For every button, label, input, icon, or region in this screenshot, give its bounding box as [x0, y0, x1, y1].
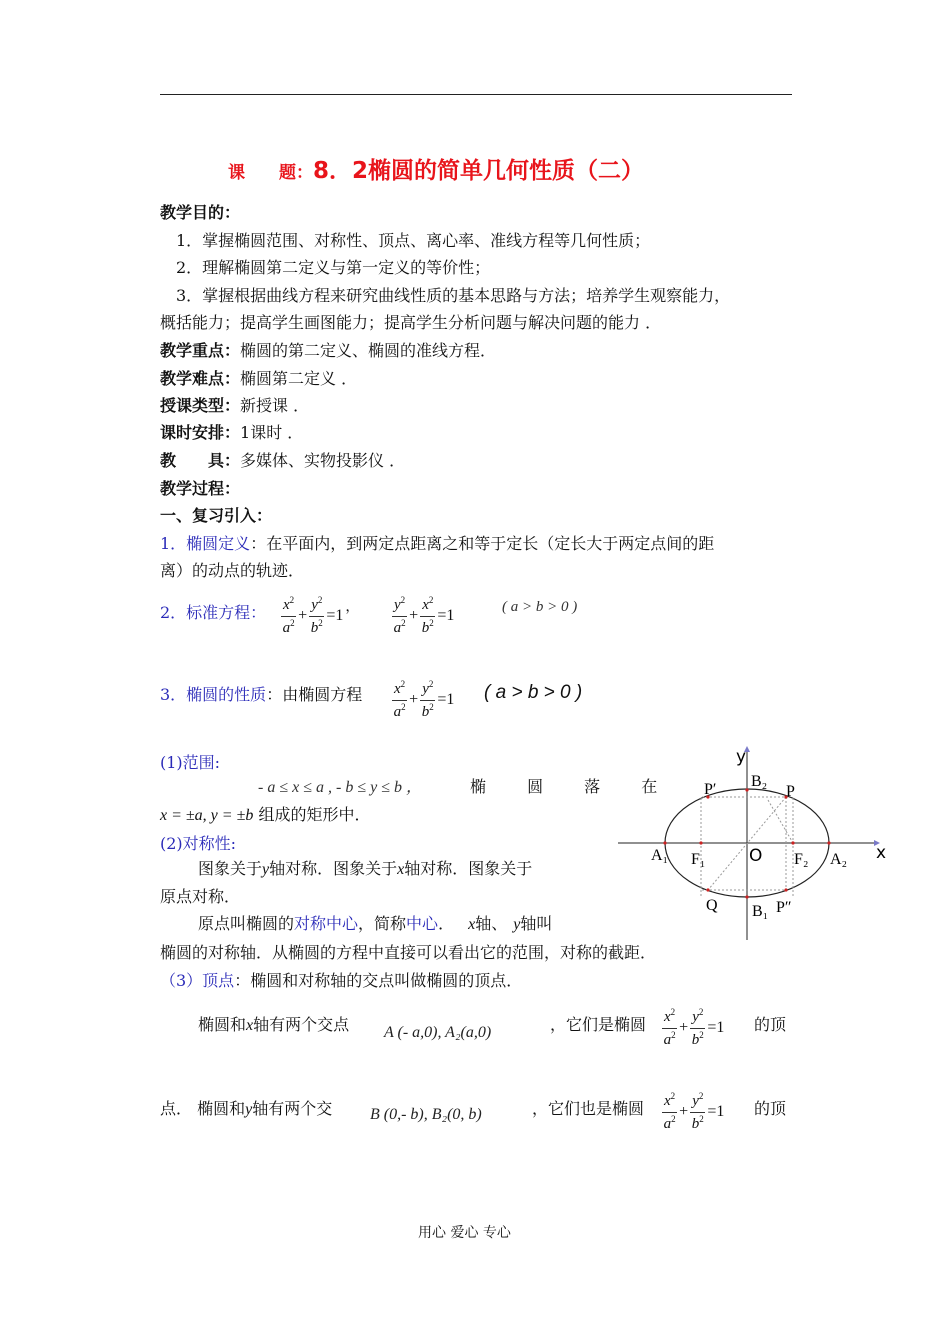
var-y: y: [245, 1101, 253, 1118]
hours-value: 1课时 ．: [240, 423, 304, 442]
header-rule: [160, 94, 792, 95]
fraction: $\frac{y^2}{b^2}$: [691, 1007, 704, 1048]
x-axis-label: x: [876, 843, 887, 863]
standard-eq-label: 2．标准方程：: [160, 603, 267, 622]
standard-equation-1: $\frac{x^2}{a^2}$ + $\frac{y^2}{b^2}$ =1，: [282, 595, 360, 636]
var-y: y: [513, 916, 521, 933]
fraction: $\frac{y^2}{a^2}$: [393, 595, 406, 636]
range-falls-text: 椭 圆 落 在: [470, 777, 676, 796]
title-label: 课 题：: [228, 163, 313, 183]
symmetry-line-4: 椭圆的对称轴．从椭圆的方程中直接可以看出它的范围，对称的截距．: [160, 943, 657, 962]
footer-text: 用心 爱心 专心: [418, 1225, 511, 1241]
text: 轴对称．图象关于: [404, 859, 533, 878]
text: 轴、: [475, 914, 508, 933]
objective-item: 3．掌握根据曲线方程来研究曲线性质的基本思路与方法；培养学生观察能力，: [176, 286, 731, 305]
process-label: 教学过程：: [160, 479, 241, 498]
difficulty-value: 椭圆第二定义 ．: [240, 369, 358, 388]
key-label: 教学重点：: [160, 341, 241, 360]
range-label: (1)范围:: [160, 753, 221, 772]
text: 椭圆和: [198, 1015, 247, 1034]
var-x: x: [246, 1017, 254, 1034]
text: 轴有两个交点: [253, 1015, 350, 1034]
point-q: [706, 888, 709, 891]
range-rectangle: [160, 802, 370, 825]
text: 的顶: [754, 1099, 787, 1118]
difficulty-label: 教学难点：: [160, 369, 241, 388]
text: ，它们是椭圆: [550, 1015, 647, 1034]
point-a2: [827, 841, 830, 844]
definition-line-2: 离）的动点的轨迹．: [160, 561, 305, 580]
condition-2: ( a > b > 0 ): [484, 682, 583, 703]
point-p-double-prime: [784, 888, 787, 891]
tools-value: 多媒体、实物投影仪 ．: [240, 451, 406, 470]
definition-line: [160, 531, 714, 554]
fraction: $\frac{y^2}{b^2}$: [310, 595, 323, 636]
objectives-heading: 教学目的：: [160, 203, 241, 222]
label-b1: B₁: [752, 903, 769, 920]
point-b1: [745, 895, 748, 898]
definition-label: 1．椭圆定义: [160, 534, 251, 553]
var-x: x: [468, 916, 476, 933]
symmetry-line-1: [198, 856, 532, 879]
lesson-hours: [160, 420, 303, 443]
condition-1: ( a > b > 0 ): [502, 599, 578, 615]
label-q: Q: [706, 897, 718, 914]
x-vertices: A (- a,0), A₂(a,0): [384, 1024, 492, 1041]
symmetry-line-3: [198, 911, 552, 934]
fraction: $\frac{x^2}{b^2}$: [421, 595, 434, 636]
text: 轴对称．图象关于: [269, 859, 398, 878]
review-heading: 一、复习引入：: [160, 506, 273, 525]
rectangle-text: 组成的矩形中．: [258, 805, 371, 824]
difficulty: [160, 366, 357, 389]
ellipse-equation: $\frac{x^2}{a^2}$ + $\frac{y^2}{b^2}$ =1: [393, 679, 455, 720]
key-points: [160, 338, 496, 361]
text: 轴有两个交: [252, 1099, 333, 1118]
label-b2: B₂: [751, 773, 768, 790]
definition-text: ：在平面内，到两定点距离之和等于定长（定长大于两定点间的距: [250, 534, 715, 553]
vertices-para-1: [198, 1012, 349, 1035]
text: 轴叫: [520, 914, 553, 933]
symmetry-label: (2)对称性:: [160, 834, 237, 853]
lesson-type: [160, 393, 309, 416]
ellipse-equation: $\frac{x^2}{a^2}$ + $\frac{y^2}{b^2}$ =1: [663, 1007, 725, 1048]
objective-item: 1．掌握椭圆范围、对称性、顶点、离心率、准线方程等几何性质；: [176, 231, 651, 250]
vertices-para-2: [160, 1096, 332, 1119]
vertices-heading: [160, 968, 522, 991]
type-value: 新授课 ．: [240, 396, 310, 415]
origin-label: O: [749, 846, 763, 866]
point-a1: [663, 841, 666, 844]
label-p-double-prime: P″: [776, 899, 792, 916]
text: 的顶: [754, 1015, 787, 1034]
guide-line: [768, 800, 793, 843]
text: ，它们也是椭圆: [532, 1099, 645, 1118]
standard-equation-2: $\frac{y^2}{a^2}$ + $\frac{x^2}{b^2}$ =1: [393, 595, 455, 636]
point-f1: [699, 841, 702, 844]
fraction: $\frac{x^2}{a^2}$: [282, 595, 295, 636]
vertices-text: ：椭圆和对称轴的交点叫做椭圆的顶点．: [234, 971, 523, 990]
range-inequality: - a ≤ x ≤ a , - b ≤ y ≤ b ，: [258, 779, 422, 796]
symmetry-line-2: 原点对称．: [160, 887, 241, 906]
fraction: $\frac{x^2}{a^2}$: [393, 679, 406, 720]
text: 原点叫椭圆的: [198, 914, 295, 933]
tools-label: 教 具：: [160, 451, 241, 470]
text: ，简称: [358, 914, 407, 933]
text: 点． 椭圆和: [160, 1099, 246, 1118]
var-y: y: [262, 861, 270, 878]
label-p: P: [786, 783, 795, 800]
ellipse-figure: [618, 740, 894, 940]
page-title: [228, 152, 644, 185]
properties-label: 3．椭圆的性质: [160, 685, 267, 704]
title-main: 8．2椭圆的简单几何性质（二）: [313, 158, 645, 184]
symmetry-center-term: 对称中心: [294, 914, 359, 933]
label-p-prime: P′: [704, 781, 717, 798]
fraction: $\frac{y^2}{b^2}$: [691, 1091, 704, 1132]
label-f2: F₂: [794, 851, 809, 868]
objective-item: 2．理解椭圆第二定义与第一定义的等价性；: [176, 258, 491, 277]
ellipse-equation: $\frac{x^2}{a^2}$ + $\frac{y^2}{b^2}$ =1: [663, 1091, 725, 1132]
properties-line: [160, 682, 362, 705]
text: ．: [438, 914, 455, 933]
y-axis-label: y: [736, 747, 747, 767]
type-label: 授课类型：: [160, 396, 241, 415]
center-term: 中心: [406, 914, 439, 933]
rectangle-eq: x = ±a, y = ±b: [160, 807, 254, 824]
fraction: $\frac{x^2}{a^2}$: [663, 1091, 676, 1132]
fraction: $\frac{y^2}{b^2}$: [421, 679, 434, 720]
properties-text: ：由椭圆方程: [266, 685, 363, 704]
y-vertices: B (0,- b), B₂(0, b): [370, 1106, 482, 1123]
vertices-label: （3）顶点: [160, 971, 235, 990]
teaching-tools: [160, 448, 405, 471]
point-f2: [791, 841, 794, 844]
var-x: x: [397, 861, 405, 878]
text: 图象关于: [198, 859, 263, 878]
label-a2: A₂: [830, 851, 848, 868]
key-value: 椭圆的第二定义、椭圆的准线方程．: [240, 341, 497, 360]
label-f1: F₁: [691, 851, 706, 868]
hours-label: 课时安排：: [160, 423, 241, 442]
label-a1: A₁: [651, 847, 669, 864]
objective-item: 概括能力；提高学生画图能力；提高学生分析问题与解决问题的能力 ．: [160, 313, 662, 332]
fraction: $\frac{x^2}{a^2}$: [663, 1007, 676, 1048]
point-b2: [745, 788, 748, 791]
